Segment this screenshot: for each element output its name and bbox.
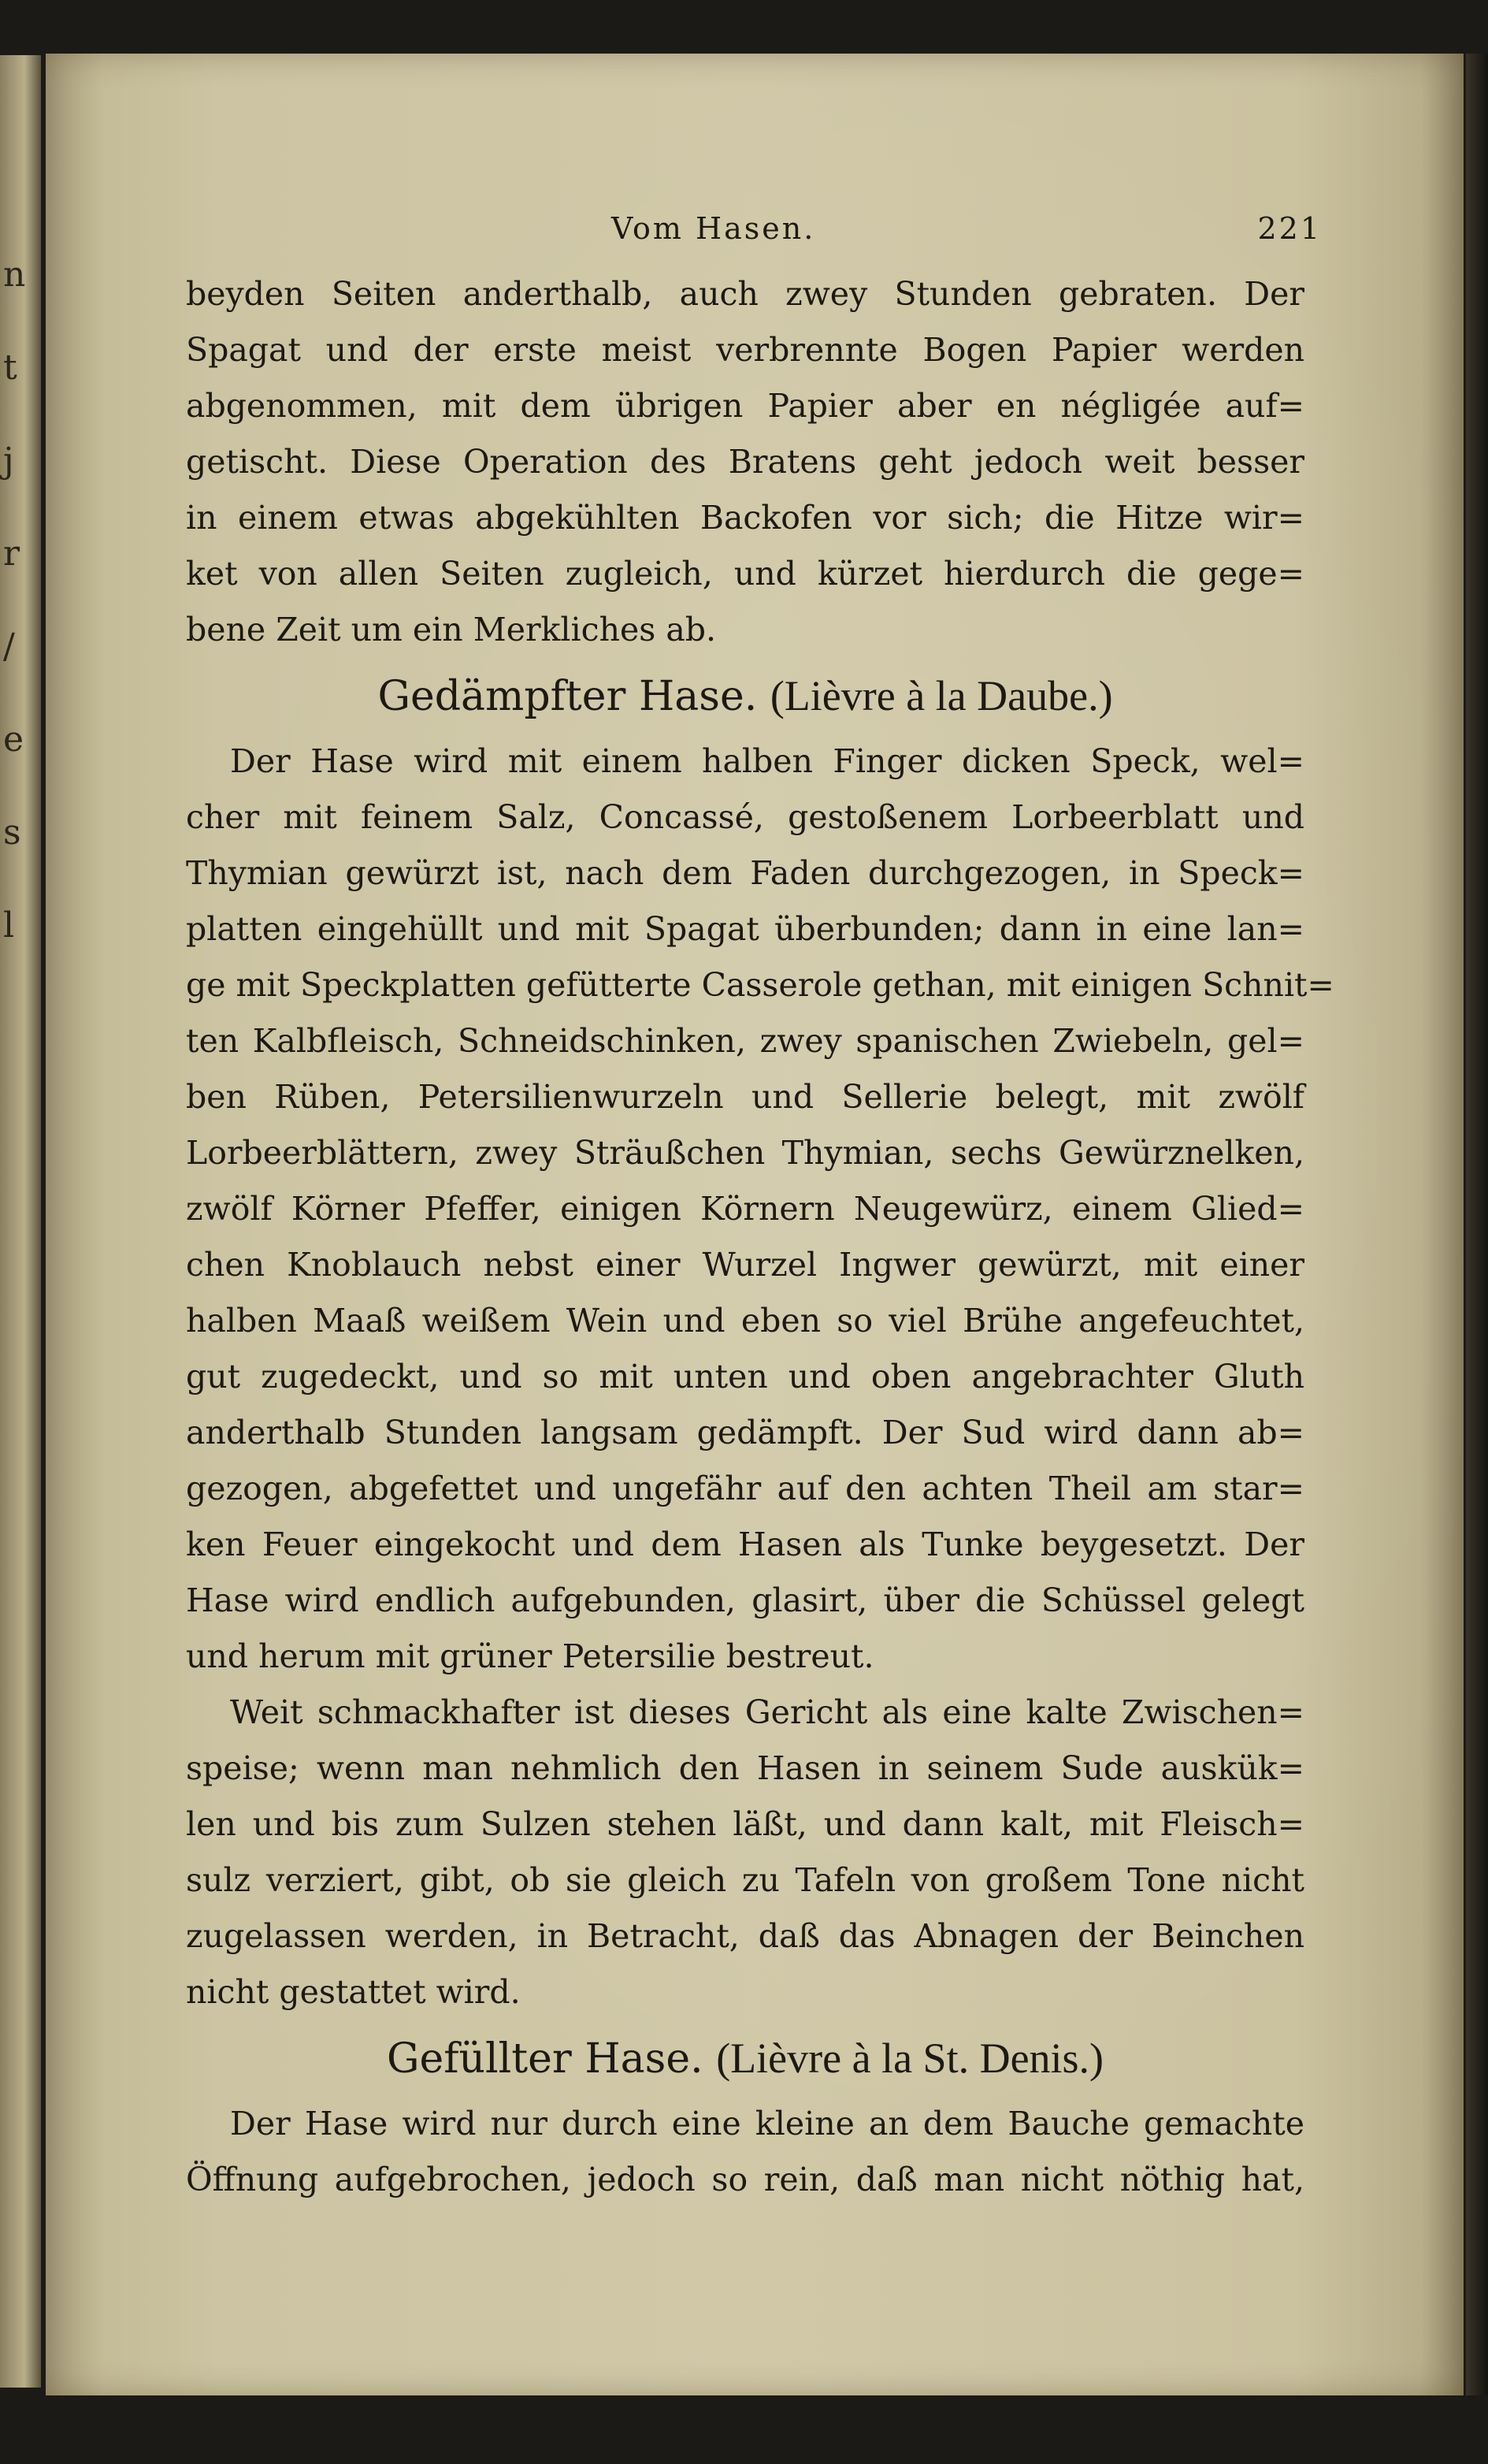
text-line: abgenommen, mit dem übrigen Papier aber en négligée auf=	[186, 387, 1304, 425]
text-line: Thymian gewürzt ist, nach dem Faden durchgezogen, in Speck=	[186, 854, 1304, 892]
heading-german: Gedämpfter Hase.	[377, 673, 758, 720]
margin-character: n	[3, 255, 26, 295]
paragraph-recipe-gedaempfter-hase	[186, 734, 1334, 1685]
text-line: getischt. Diese Operation des Bratens geht jedoch weit besser	[186, 443, 1304, 481]
heading-french: (Lièvre à la St. Denis.)	[716, 2035, 1104, 2082]
margin-character: r	[3, 533, 20, 574]
text-line: sulz verziert, gibt, ob sie gleich zu Tafeln von großem Tone nicht	[186, 1861, 1304, 1899]
text-line: halben Maaß weißem Wein und eben so viel Brühe angefeuchtet,	[186, 1302, 1304, 1340]
text-line: len und bis zum Sulzen stehen läßt, und dann kalt, mit Fleisch=	[186, 1805, 1304, 1843]
text-line: ket von allen Seiten zugleich, und kürzet hierdurch die gege=	[186, 555, 1304, 593]
text-line: zugelassen werden, in Betracht, daß das Abnagen der Beinchen	[186, 1917, 1304, 1955]
text-line: und herum mit grüner Petersilie bestreut.	[186, 1637, 874, 1675]
text-line: Spagat und der erste meist verbrennte Bogen Papier werden	[186, 331, 1304, 369]
heading-french: (Lièvre à la Daube.)	[770, 672, 1113, 719]
margin-character: s	[3, 812, 21, 853]
margin-character: t	[3, 347, 17, 388]
text-line: gut zugedeckt, und so mit unten und oben angebrachter Gluth	[186, 1358, 1304, 1396]
text-line: ben Rüben, Petersilienwurzeln und Sellerie belegt, mit zwölf	[186, 1078, 1304, 1116]
text-line: ten Kalbfleisch, Schneidschinken, zwey spanischen Zwiebeln, gel=	[186, 1022, 1304, 1060]
recipe-heading-gefuellter-hase	[186, 2020, 1304, 2096]
paragraph-cold-variant	[186, 1685, 1304, 2020]
heading-german: Gefüllter Hase.	[386, 2035, 703, 2083]
running-title: Vom Hasen.	[611, 211, 816, 246]
text-line: Der Hase wird mit einem halben Finger dicken Speck, wel=	[230, 742, 1304, 780]
page-text-block	[186, 211, 1334, 2208]
text-line: nicht gestattet wird.	[186, 1973, 521, 2011]
text-line: Öffnung aufgebrochen, jedoch so rein, daß man nicht nöthig hat,	[186, 2161, 1304, 2198]
text-line: beyden Seiten anderthalb, auch zwey Stunden gebraten. Der	[186, 275, 1304, 313]
margin-character: l	[3, 905, 15, 946]
text-line: anderthalb Stunden langsam gedämpft. Der Sud wird dann ab=	[186, 1414, 1304, 1451]
book-page	[46, 54, 1464, 2395]
text-line: Weit schmackhafter ist dieses Gericht als eine kalte Zwischen=	[230, 1693, 1304, 1731]
text-line: bene Zeit um ein Merkliches ab.	[186, 611, 717, 649]
right-page-edge	[1466, 54, 1488, 2395]
text-line: Der Hase wird nur durch eine kleine an dem Bauche gemachte	[230, 2105, 1304, 2143]
text-line: chen Knoblauch nebst einer Wurzel Ingwer gewürzt, mit einer	[186, 1246, 1304, 1284]
paragraph-recipe-gefuellter-hase	[186, 2096, 1304, 2208]
text-line: ge mit Speckplatten gefütterte Casserole gethan, mit einigen Schnit=	[186, 966, 1334, 1004]
text-line: zwölf Körner Pfeffer, einigen Körnern Neugewürz, einem Glied=	[186, 1190, 1304, 1228]
text-line: in einem etwas abgekühlten Backofen vor sich; die Hitze wir=	[186, 499, 1304, 537]
margin-character: /	[3, 626, 15, 667]
running-header	[186, 211, 1322, 266]
text-line: speise; wenn man nehmlich den Hasen in seinem Sude auskük=	[186, 1749, 1304, 1787]
page-number: 221	[1257, 211, 1322, 246]
text-line: gezogen, abgefettet und ungefähr auf den achten Theil am star=	[186, 1470, 1304, 1507]
left-page-margin-characters	[3, 229, 27, 972]
text-line: ken Feuer eingekocht und dem Hasen als Tunke beygesetzt. Der	[186, 1526, 1304, 1563]
margin-character: j	[3, 440, 14, 481]
margin-character: e	[3, 719, 24, 760]
text-line: platten eingehüllt und mit Spagat überbunden; dann in eine lan=	[186, 910, 1304, 948]
text-line: Lorbeerblättern, zwey Sträußchen Thymian, sechs Gewürznelken,	[186, 1134, 1304, 1172]
paragraph-continuation	[186, 266, 1304, 658]
recipe-heading-gedaempfter-hase	[186, 658, 1304, 734]
text-line: cher mit feinem Salz, Concassé, gestoßenem Lorbeerblatt und	[186, 798, 1304, 836]
text-line: Hase wird endlich aufgebunden, glasirt, über die Schüssel gelegt	[186, 1581, 1304, 1619]
